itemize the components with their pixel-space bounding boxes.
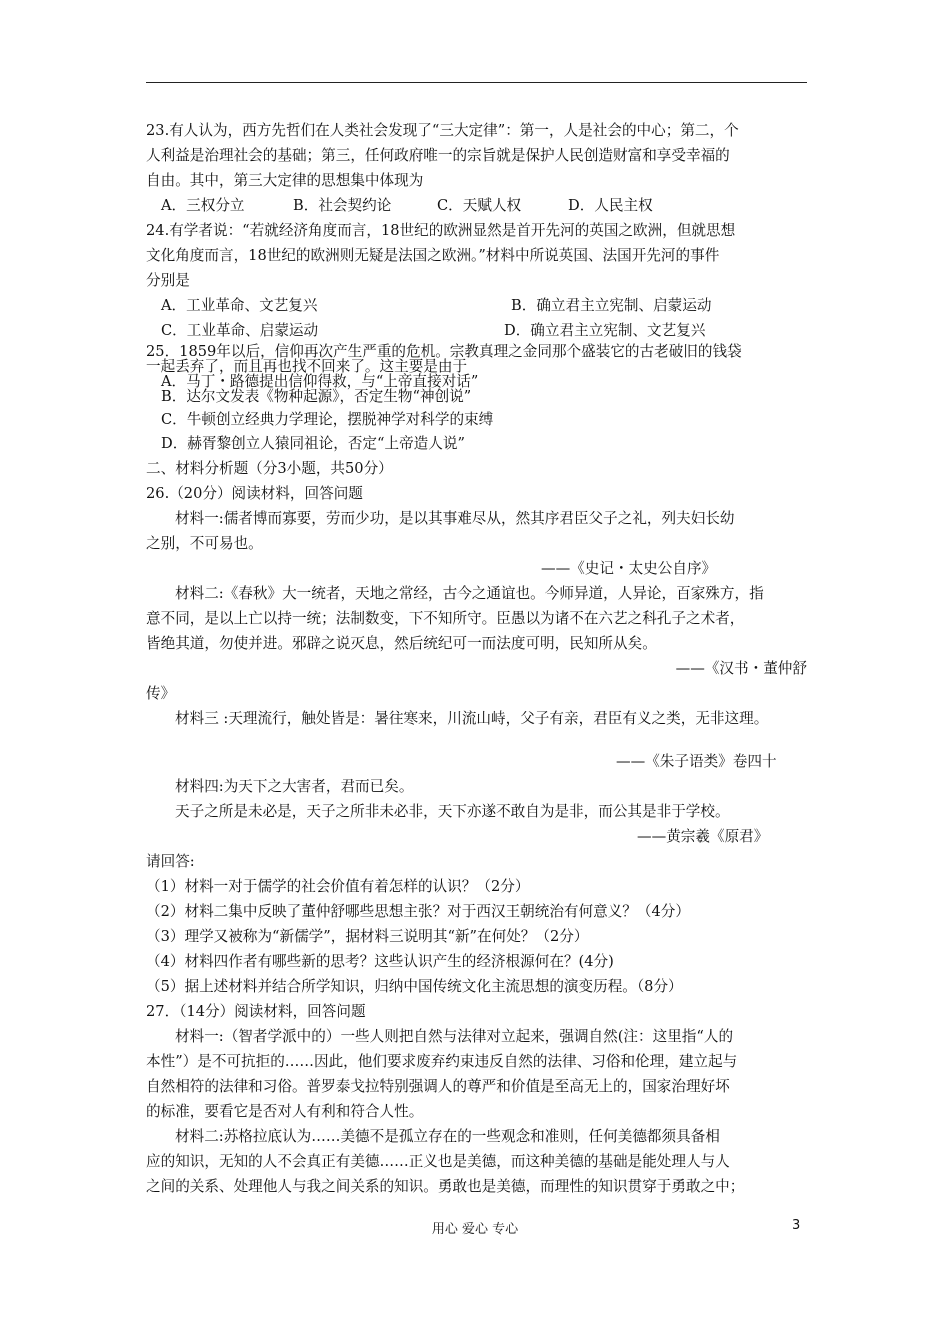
q27-material-2-line-2: 应的知识，无知的人不会真正有美德……正义也是美德，而这种美德的基础是能处理人与人 [146,1153,730,1170]
q27-material-1-line-3: 自然相符的法律和习俗。普罗泰戈拉特别强调人的尊严和价值是至高无上的，国家治理好坏 [146,1078,730,1095]
q27-material-1-line-2: 本性”）是不可抗拒的……因此，他们要求废弃约束违反自然的法律、习俗和伦理，建立起与 [146,1053,738,1070]
q25-line-1: 25．1859年以后，信仰再次产生严重的危机。宗教真理之金同那个盛装它的古老破旧的钱袋 [146,343,742,360]
q27-material-2-line-3: 之间的关系、处理他人与我之间关系的知识。勇敢也是美德，而理性的知识贯穿于勇敢之中； [146,1178,745,1195]
q24-options-row-1 [146,293,807,318]
q23-line-3: 自由。其中，第三大定律的思想集中体现为 [146,172,424,189]
q24-line-3: 分别是 [146,272,190,289]
q26-material-4-line-1: 材料四:为天下之大害者，君而已矣。 [175,778,414,795]
q26-material-3-source: ——《朱子语类》卷四十 [616,753,777,770]
q26-ask: 请回答: [146,853,195,870]
q24-option-d: D．确立君主立宪制、文艺复兴 [504,322,706,339]
q26-material-1-line-2: 之别，不可易也。 [146,535,263,552]
q23-option-d: D．人民主权 [568,197,653,214]
q24-options-row-2 [146,318,807,343]
q26-material-2-source-cont: 传》 [146,685,176,702]
page-footer: 用心 爱心 专心 [431,1222,519,1237]
q23-option-b: B．社会契约论 [293,197,392,214]
q24-option-c: C．工业革命、启蒙运动 [161,322,319,339]
q27-material-1-line-4: 的标准，要看它是否对人有利和符合人性。 [146,1103,424,1120]
q24-line-2: 文化角度而言，18世纪的欧洲则无疑是法国之欧洲。”材料中所说英国、法国开先河的事件 [146,247,720,264]
q27-material-2-line-1: 材料二:苏格拉底认为……美德不是孤立存在的一些观念和准则，任何美德都须具备相 [175,1128,720,1145]
q23-line-1: 23.有人认为，西方先哲们在人类社会发现了“三大定律”：第一，人是社会的中心；第二，个 [146,122,739,139]
q23-line-2: 人利益是治理社会的基础；第三，任何政府唯一的宗旨就是保护人民创造财富和享受幸福的 [146,147,730,164]
q25-option-c: C．牛顿创立经典力学理论，摆脱神学对科学的束缚 [161,411,494,428]
q24-line-1: 24.有学者说：“若就经济角度而言，18世纪的欧洲显然是首开先河的英国之欧洲，但就思想 [146,222,736,239]
page-content [146,118,807,1199]
q26-material-3-line-1: 材料三 :天理流行，触处皆是：暑往寒来，川流山峙，父子有亲，君臣有义之类，无非这理。 [175,710,769,727]
page-number: 3 [792,1218,801,1233]
q26-heading: 26.（20分）阅读材料，回答问题 [146,485,363,502]
q26-sub-1: （1）材料一对于儒学的社会价值有着怎样的认识？（2分） [146,878,530,895]
q23-option-a: A．三权分立 [161,197,245,214]
q23-option-c: C．天赋人权 [437,197,522,214]
q26-material-1-source: ——《史记・太史公自序》 [541,560,717,577]
q26-sub-3: （3）理学又被称为“新儒学”，据材料三说明其“新”在何处？（2分） [146,928,589,945]
q26-material-4-line-2: 天子之所是未必是，天子之所非未必非，天下亦遂不敢自为是非，而公其是非于学校。 [175,803,730,820]
q25-option-b: B．达尔文发表《物种起源》，否定生物“神创说” [161,388,472,405]
section-2-heading: 二、材料分析题（分3小题，共50分） [146,460,393,477]
q26-material-2-line-1: 材料二:《春秋》大一统者，天地之常经，古今之通谊也。今师异道，人异论，百家殊方，指 [175,585,764,602]
q26-sub-5: （5）据上述材料并结合所学知识，归纳中国传统文化主流思想的演变历程。（8分） [146,978,683,995]
q27-material-1-line-1: 材料一:（智者学派中的）一些人则把自然与法律对立起来，强调自然(注：这里指“人的 [175,1028,734,1045]
q26-material-1-line-1: 材料一:儒者博而寡要，劳而少功，是以其事难尽从，然其序君臣父子之礼，列夫妇长幼 [175,510,735,527]
q26-material-4-source: ——黄宗羲《原君》 [637,828,769,845]
q26-material-2-line-3: 皆绝其道，勿使并进。邪辟之说灭息，然后统纪可一而法度可明，民知所从矣。 [146,635,657,652]
q26-material-2-source: ——《汉书・董仲舒 [675,660,807,677]
q27-heading: 27．（14分）阅读材料，回答问题 [146,1003,366,1020]
q23-options [146,193,807,218]
q24-option-a: A．工业革命、文艺复兴 [161,297,318,314]
q25-option-d: D．赫胥黎创立人猿同祖论，否定“上帝造人说” [161,435,465,452]
q26-sub-2: （2）材料二集中反映了董仲舒哪些思想主张？对于西汉王朝统治有何意义？（4分） [146,903,690,920]
q25-option-a: A．马丁・路德提出信仰得救，与“上帝直接对话” [161,373,479,390]
q26-material-2-line-2: 意不同，是以上亡以持一统；法制数变，下不知所守。臣愚以为诸不在六艺之科孔子之术者， [146,610,745,627]
q25-line-2: 一起丢弃了，而且再也找不回来了。这主要是由于 [146,358,468,375]
header-rule [146,82,807,83]
q26-sub-4: （4）材料四作者有哪些新的思考？这些认识产生的经济根源何在？(4分) [146,953,614,970]
q24-option-b: B．确立君主立宪制、启蒙运动 [511,297,712,314]
